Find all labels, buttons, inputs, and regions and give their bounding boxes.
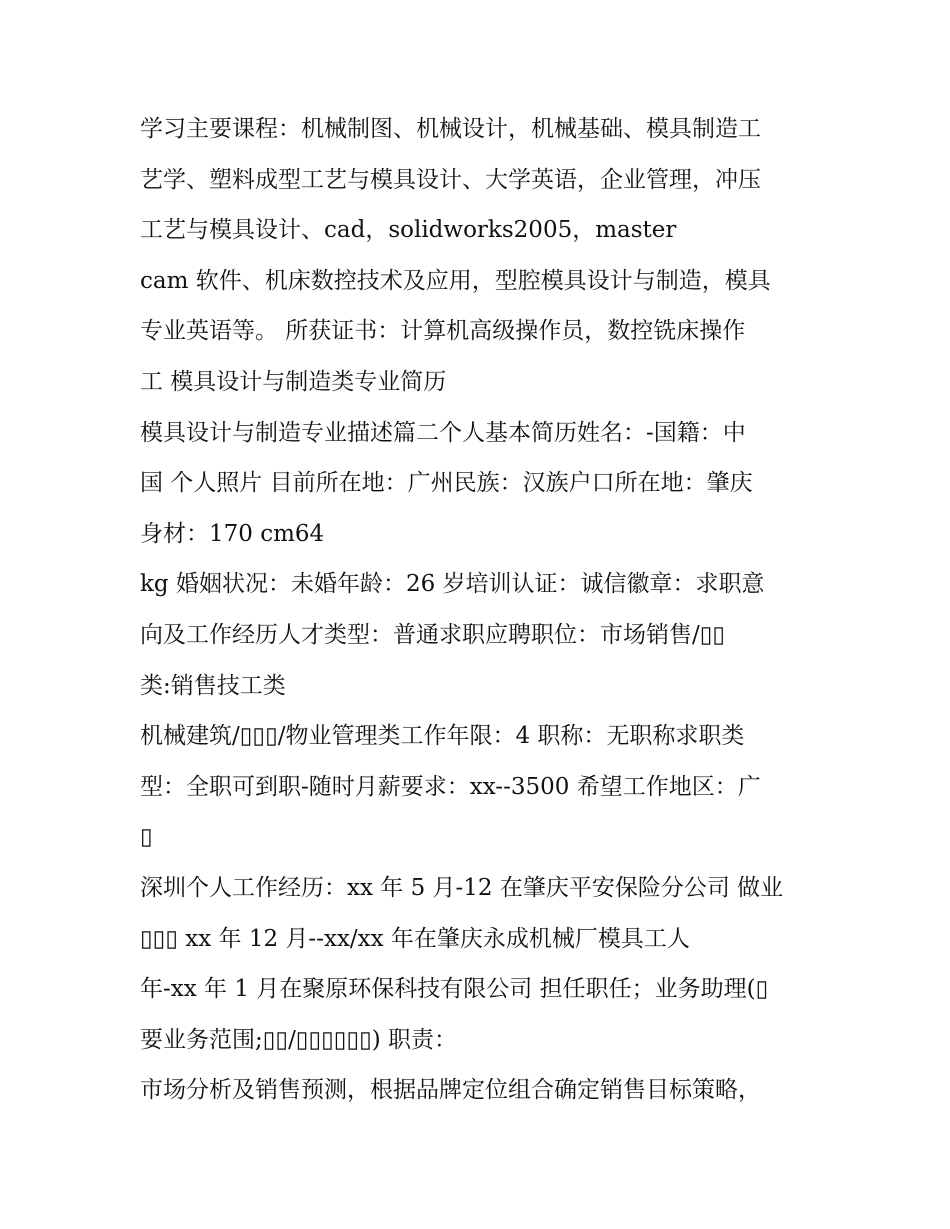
text-line: 身材：170 cm64 (140, 520, 325, 547)
text-line: 艺学、塑料成型工艺与模具设计、大学英语，企业管理，冲压 (140, 166, 761, 193)
text-line: 国 个人照片 目前所在地：广州民族：汉族户口所在地：肇庆 (140, 470, 753, 497)
text-line: 机械建筑/▯▯▯/物业管理类工作年限：4 职称：无职称求职类 (140, 723, 745, 750)
text-line: cam 软件、机床数控技术及应用，型腔模具设计与制造，模具 (140, 267, 771, 294)
text-line: kg 婚姻状况：未婚年龄：26 岁培训认证：诚信徽章：求职意 (140, 571, 765, 598)
text-line: 向及工作经历人才类型：普通求职应聘职位：市场销售/▯▯ (140, 621, 726, 648)
text-line: ▯▯▯ xx 年 12 月--xx/xx 年在肇庆永成机械厂模具工人 (140, 925, 690, 952)
text-line: 年-xx 年 1 月在聚原环保科技有限公司 担任职任；业务助理(▯ (140, 976, 769, 1003)
text-line: 模具设计与制造专业描述篇二个人基本简历姓名：-国籍：中 (140, 419, 746, 446)
text-line: ▯ (140, 824, 153, 851)
text-line: 市场分析及销售预测，根据品牌定位组合确定销售目标策略， (140, 1077, 761, 1104)
text-line: 要业务范围;▯▯/▯▯▯▯▯▯) 职责： (140, 1026, 458, 1053)
text-line: 专业英语等。 所获证书：计算机高级操作员，数控铣床操作 (140, 318, 746, 345)
text-line: 深圳个人工作经历：xx 年 5 月-12 在肇庆平安保险分公司 做业 (140, 874, 784, 901)
text-line: 类:销售技工类 (140, 672, 286, 699)
text-line: 工艺与模具设计、cad，solidworks2005，master (140, 217, 677, 244)
text-line: 学习主要课程：机械制图、机械设计，机械基础、模具制造工 (140, 116, 761, 142)
text-line: 工 模具设计与制造类专业简历 (140, 368, 447, 395)
body-text (140, 104, 820, 1116)
text-line: 型：全职可到职-随时月薪要求：xx--3500 希望工作地区：广 (140, 773, 761, 800)
